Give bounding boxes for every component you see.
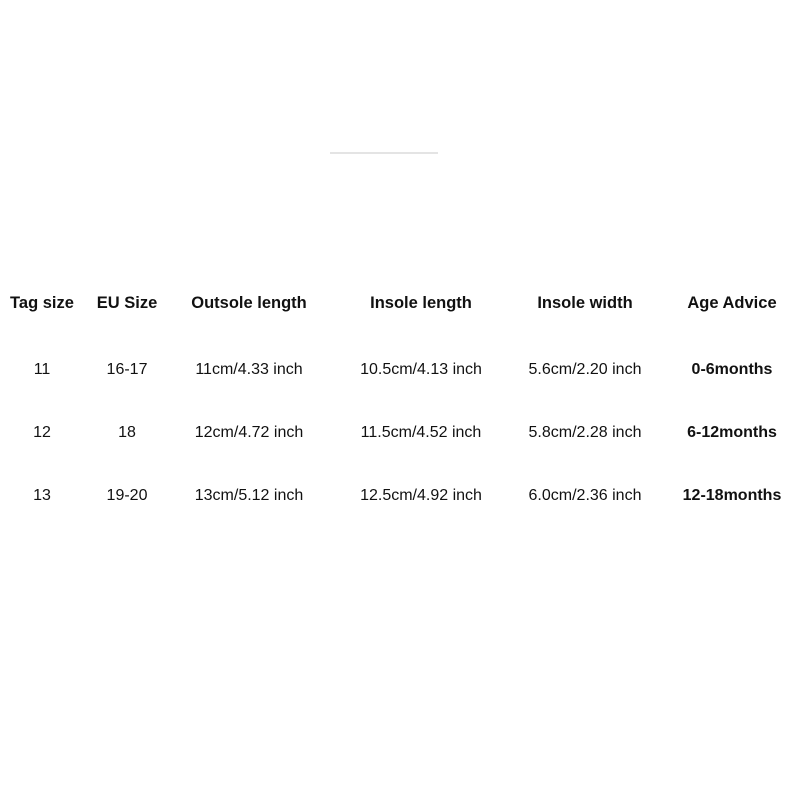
tag-size-cell: 11 xyxy=(33,361,51,378)
age-advice-cell: 0-6months xyxy=(691,361,773,378)
outsole-length-cell: 11cm/4.33 inch xyxy=(195,361,303,378)
header-age-advice: Age Advice xyxy=(687,294,777,312)
table-header-row xyxy=(0,283,800,323)
table-row xyxy=(0,413,800,453)
size-chart-table xyxy=(0,283,800,504)
eu-size-cell: 16-17 xyxy=(106,361,148,378)
tag-size-cell: 12 xyxy=(33,424,51,441)
insole-width-cell: 6.0cm/2.36 inch xyxy=(528,487,642,504)
eu-size-cell: 19-20 xyxy=(106,487,148,504)
decorative-divider xyxy=(330,152,438,154)
header-insole-width: Insole width xyxy=(537,294,633,312)
insole-width-cell: 5.8cm/2.28 inch xyxy=(528,424,642,441)
outsole-length-cell: 13cm/5.12 inch xyxy=(194,487,304,504)
tag-size-cell: 13 xyxy=(33,487,51,504)
header-insole-length: Insole length xyxy=(370,294,472,312)
table-row xyxy=(0,350,800,390)
insole-length-cell: 11.5cm/4.52 inch xyxy=(360,424,482,441)
table-row xyxy=(0,476,800,516)
header-eu-size: EU Size xyxy=(96,294,158,312)
header-tag-size: Tag size xyxy=(10,294,74,312)
age-advice-cell: 12-18months xyxy=(682,487,782,504)
outsole-length-cell: 12cm/4.72 inch xyxy=(194,424,304,441)
insole-width-cell: 5.6cm/2.20 inch xyxy=(528,361,642,378)
header-outsole-length: Outsole length xyxy=(191,294,307,312)
insole-length-cell: 12.5cm/4.92 inch xyxy=(360,487,482,504)
age-advice-cell: 6-12months xyxy=(687,424,777,441)
eu-size-cell: 18 xyxy=(118,424,136,441)
insole-length-cell: 10.5cm/4.13 inch xyxy=(360,361,482,378)
